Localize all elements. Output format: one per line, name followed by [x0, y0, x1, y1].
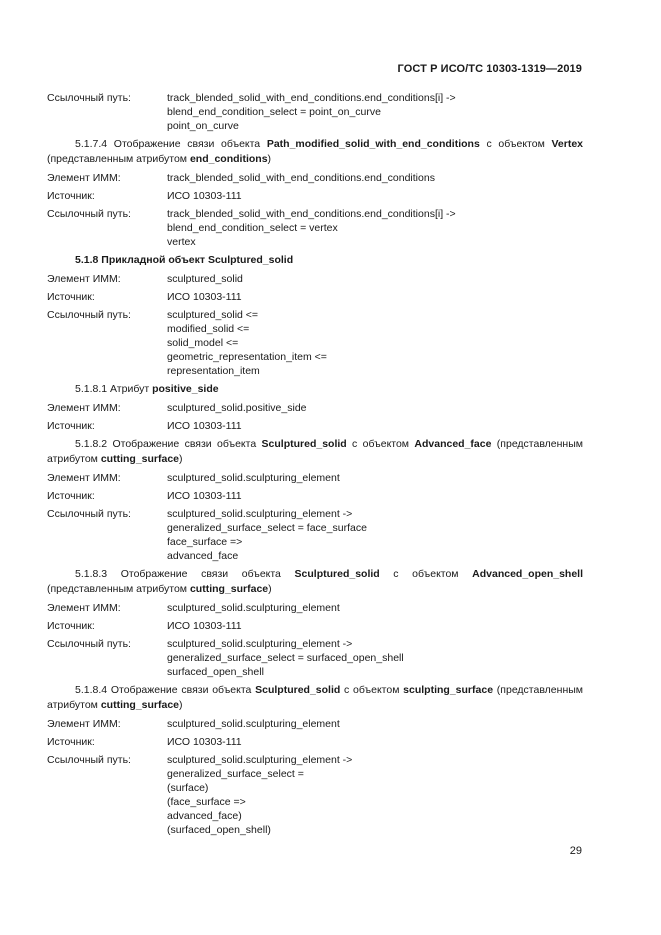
text-run: (представленным атрибутом: [47, 684, 584, 711]
mapping-value-line: solid_model <=: [167, 337, 239, 349]
mapping-values: [167, 290, 583, 304]
mapping-row: [47, 471, 583, 485]
mapping-value-line: ИСО 10303-111: [167, 490, 242, 502]
mapping-label: Ссылочный путь:: [47, 754, 131, 766]
mapping-values: [167, 489, 583, 503]
mapping-row: [47, 753, 583, 837]
mapping-value-line: sculptured_solid.sculpturing_element: [167, 718, 340, 730]
mapping-label: Элемент ИММ:: [47, 718, 121, 730]
mapping-label: Элемент ИММ:: [47, 602, 121, 614]
mapping-value-line: ИСО 10303-111: [167, 736, 242, 748]
mapping-row: [47, 735, 583, 749]
mapping-value-line: (surfaced_open_shell): [167, 824, 271, 836]
mapping-values: [167, 471, 583, 485]
mapping-value-line: sculptured_solid.sculpturing_element: [167, 472, 340, 484]
text-run: 5.1.8.4 Отображение связи объекта: [75, 684, 256, 696]
mapping-value-line: representation_item: [167, 365, 260, 377]
mapping-values: [167, 308, 583, 378]
text-run: с объектом: [340, 684, 404, 696]
mapping-row: [47, 419, 583, 433]
bold-term: positive_side: [152, 383, 219, 395]
mapping-value-line: sculptured_solid: [167, 273, 243, 285]
mapping-value-line: point_on_curve: [167, 120, 239, 132]
mapping-row: [47, 489, 583, 503]
bold-term: Advanced_face: [414, 438, 492, 450]
mapping-label: Источник:: [47, 620, 95, 632]
bold-term: Sculptured_solid: [294, 568, 380, 580]
mapping-values: [167, 753, 583, 837]
mapping-value-line: ИСО 10303-111: [167, 420, 242, 432]
mapping-values: [167, 91, 583, 133]
mapping-row: [47, 207, 583, 249]
mapping-value-line: sculptured_solid.sculpturing_element ->: [167, 754, 353, 766]
mapping-row: [47, 171, 583, 185]
mapping-row: [47, 272, 583, 286]
mapping-row: [47, 507, 583, 563]
mapping-values: [167, 171, 583, 185]
mapping-label: Источник:: [47, 190, 95, 202]
mapping-values: [167, 735, 583, 749]
mapping-values: [167, 619, 583, 633]
mapping-label: Источник:: [47, 736, 95, 748]
text-run: ): [268, 583, 272, 595]
text-run: 5.1.8.3 Отображение связи объекта: [75, 568, 295, 580]
mapping-value-line: track_blended_solid_with_end_conditions.end_conditions[i] ->: [167, 208, 456, 220]
mapping-row: [47, 601, 583, 615]
mapping-values: [167, 419, 583, 433]
mapping-value-line: advanced_face): [167, 810, 242, 822]
bold-term: Advanced_open_shell: [472, 568, 584, 580]
section-paragraph: [47, 137, 583, 167]
mapping-values: [167, 272, 583, 286]
mapping-row: [47, 637, 583, 679]
mapping-value-line: modified_solid <=: [167, 323, 250, 335]
mapping-values: [167, 189, 583, 203]
bold-term: Sculptured_solid: [261, 438, 347, 450]
mapping-row: [47, 189, 583, 203]
text-run: 5.1.8.2 Отображение связи объекта: [75, 438, 262, 450]
mapping-value-line: track_blended_solid_with_end_conditions.end_conditions: [167, 172, 435, 184]
bold-term: end_conditions: [189, 153, 268, 165]
text-run: (представленным атрибутом: [47, 438, 583, 465]
mapping-label: Ссылочный путь:: [47, 508, 131, 520]
bold-term: Path_modified_solid_with_end_conditions: [266, 138, 480, 150]
section-paragraph: [47, 437, 583, 467]
page-header: ГОСТ Р ИСО/ТС 10303-1319—2019: [397, 63, 582, 75]
mapping-value-line: sculptured_solid <=: [167, 309, 259, 321]
mapping-value-line: advanced_face: [167, 550, 239, 562]
mapping-label: Ссылочный путь:: [47, 309, 131, 321]
mapping-label: Ссылочный путь:: [47, 92, 131, 104]
mapping-value-line: sculptured_solid.sculpturing_element ->: [167, 508, 353, 520]
mapping-values: [167, 717, 583, 731]
mapping-value-line: ИСО 10303-111: [167, 291, 242, 303]
text-run: с объектом: [346, 438, 415, 450]
mapping-row: [47, 91, 583, 133]
text-run: с объектом: [379, 568, 473, 580]
mapping-row: [47, 717, 583, 731]
text-run: (представленным атрибутом: [47, 153, 190, 165]
section-paragraph: [47, 683, 583, 713]
bold-term: cutting_surface: [100, 453, 180, 465]
mapping-values: [167, 401, 583, 415]
bold-term: cutting_surface: [100, 699, 180, 711]
mapping-row: [47, 290, 583, 304]
mapping-label: Ссылочный путь:: [47, 208, 131, 220]
bold-term: Vertex: [551, 138, 584, 150]
mapping-values: [167, 637, 583, 679]
mapping-value-line: ИСО 10303-111: [167, 620, 242, 632]
mapping-row: [47, 401, 583, 415]
mapping-label: Ссылочный путь:: [47, 638, 131, 650]
document-body: [47, 91, 583, 841]
mapping-value-line: sculptured_solid.positive_side: [167, 402, 307, 414]
bold-term: Sculptured_solid: [255, 684, 341, 696]
mapping-values: [167, 507, 583, 563]
mapping-value-line: blend_end_condition_select = vertex: [167, 222, 338, 234]
mapping-label: Элемент ИММ:: [47, 472, 121, 484]
mapping-value-line: vertex: [167, 236, 196, 248]
section-heading: [47, 382, 583, 397]
mapping-label: Элемент ИММ:: [47, 172, 121, 184]
mapping-label: Элемент ИММ:: [47, 402, 121, 414]
mapping-values: [167, 601, 583, 615]
mapping-label: Источник:: [47, 490, 95, 502]
section-paragraph: [47, 567, 583, 597]
section-heading: [47, 253, 583, 268]
mapping-value-line: (face_surface =>: [167, 796, 246, 808]
mapping-label: Источник:: [47, 420, 95, 432]
text-run: с объектом: [479, 138, 552, 150]
mapping-value-line: face_surface =>: [167, 536, 243, 548]
mapping-value-line: generalized_surface_select =: [167, 768, 304, 780]
bold-term: cutting_surface: [189, 583, 269, 595]
text-run: 5.1.8.1 Атрибут: [75, 383, 153, 395]
text-run: ): [179, 699, 183, 711]
text-run: (представленным атрибутом: [47, 583, 190, 595]
mapping-value-line: generalized_surface_select = surfaced_open_shell: [167, 652, 404, 664]
page-number: 29: [569, 845, 582, 857]
mapping-label: Источник:: [47, 291, 95, 303]
mapping-value-line: sculptured_solid.sculpturing_element: [167, 602, 340, 614]
mapping-value-line: surfaced_open_shell: [167, 666, 264, 678]
mapping-row: [47, 308, 583, 378]
mapping-value-line: sculptured_solid.sculpturing_element ->: [167, 638, 353, 650]
mapping-row: [47, 619, 583, 633]
mapping-value-line: geometric_representation_item <=: [167, 351, 327, 363]
mapping-values: [167, 207, 583, 249]
text-run: 5.1.7.4 Отображение связи объекта: [75, 138, 267, 150]
mapping-label: Элемент ИММ:: [47, 273, 121, 285]
mapping-value-line: track_blended_solid_with_end_conditions.end_conditions[i] ->: [167, 92, 456, 104]
text-run: ): [267, 153, 272, 165]
bold-term: sculpting_surface: [403, 684, 494, 696]
text-run: ): [179, 453, 183, 465]
mapping-value-line: blend_end_condition_select = point_on_curve: [167, 106, 381, 118]
bold-term: 5.1.8 Прикладной объект Sculptured_solid: [75, 254, 294, 266]
mapping-value-line: generalized_surface_select = face_surface: [167, 522, 367, 534]
mapping-value-line: ИСО 10303-111: [167, 190, 242, 202]
mapping-value-line: (surface): [167, 782, 209, 794]
